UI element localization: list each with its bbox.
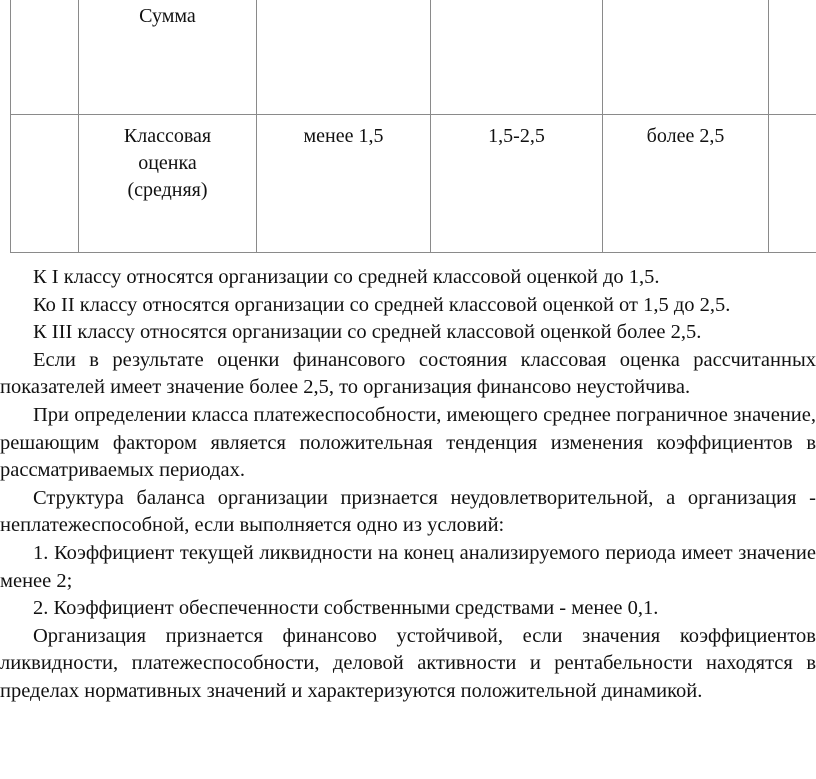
table-cell-value: 1,5-2,5 [431, 115, 603, 253]
paragraph-class-2: Ко II классу относятся организации со средней классовой оценкой от 1,5 до 2,5. [33, 293, 731, 316]
paragraph-condition-1: 1. Коэффициент текущей ликвидности на конец анализируемого периода имеет значение менее 2; [0, 541, 816, 592]
table-row-sum [11, 0, 816, 115]
table-row-class-score [11, 115, 816, 253]
table-cell-empty [11, 115, 79, 253]
paragraph-unstable: Если в результате оценки финансового состояния классовая оценка рассчитанных показателей имеет значение более 2,5, то организация финансово неустойчива. [0, 348, 816, 399]
table-cell [769, 0, 816, 115]
row-label-line: (средняя) [127, 179, 208, 201]
paragraph-class-1: К I классу относятся организации со средней классовой оценкой до 1,5. [33, 266, 660, 288]
paragraph-stable: Организация признается финансово устойчивой, если значения коэффициентов ликвидности, платежеспособности, деловой активности и рентабельности находятся в пределах нормативных значений и характеризуются положительной динамикой. [0, 624, 816, 702]
table-cell-value: более 2,5 [603, 115, 769, 253]
criteria-table-fragment [10, 0, 816, 253]
row-label-line: Классовая [123, 125, 212, 147]
paragraph-borderline: При определении класса платежеспособности, имеющего среднее пограничное значение, решающим фактором является положительная тенденция изменения коэффициентов в рассматриваемых периодах. [0, 403, 816, 482]
table-cell-label [79, 115, 257, 253]
criteria-table [10, 0, 816, 253]
row-label-sum: Сумма [139, 5, 196, 27]
table-cell [603, 0, 769, 115]
table-cell [257, 0, 431, 115]
body-text [0, 264, 816, 706]
table-cell [431, 0, 603, 115]
table-cell-value: менее 1,5 [257, 115, 431, 253]
table-cell-value [769, 115, 816, 253]
table-cell-empty [11, 0, 79, 115]
paragraph-structure: Структура баланса организации признается неудовлетворительной, а организация - неплатежеспособной, если выполняется одно из условий: [0, 486, 816, 537]
row-label-line: оценка [138, 152, 197, 174]
paragraph-class-3: К III классу относятся организации со средней классовой оценкой более 2,5. [33, 321, 702, 344]
paragraph-condition-2: 2. Коэффициент обеспеченности собственными средствами - менее 0,1. [33, 597, 659, 620]
table-cell-label [79, 0, 257, 115]
